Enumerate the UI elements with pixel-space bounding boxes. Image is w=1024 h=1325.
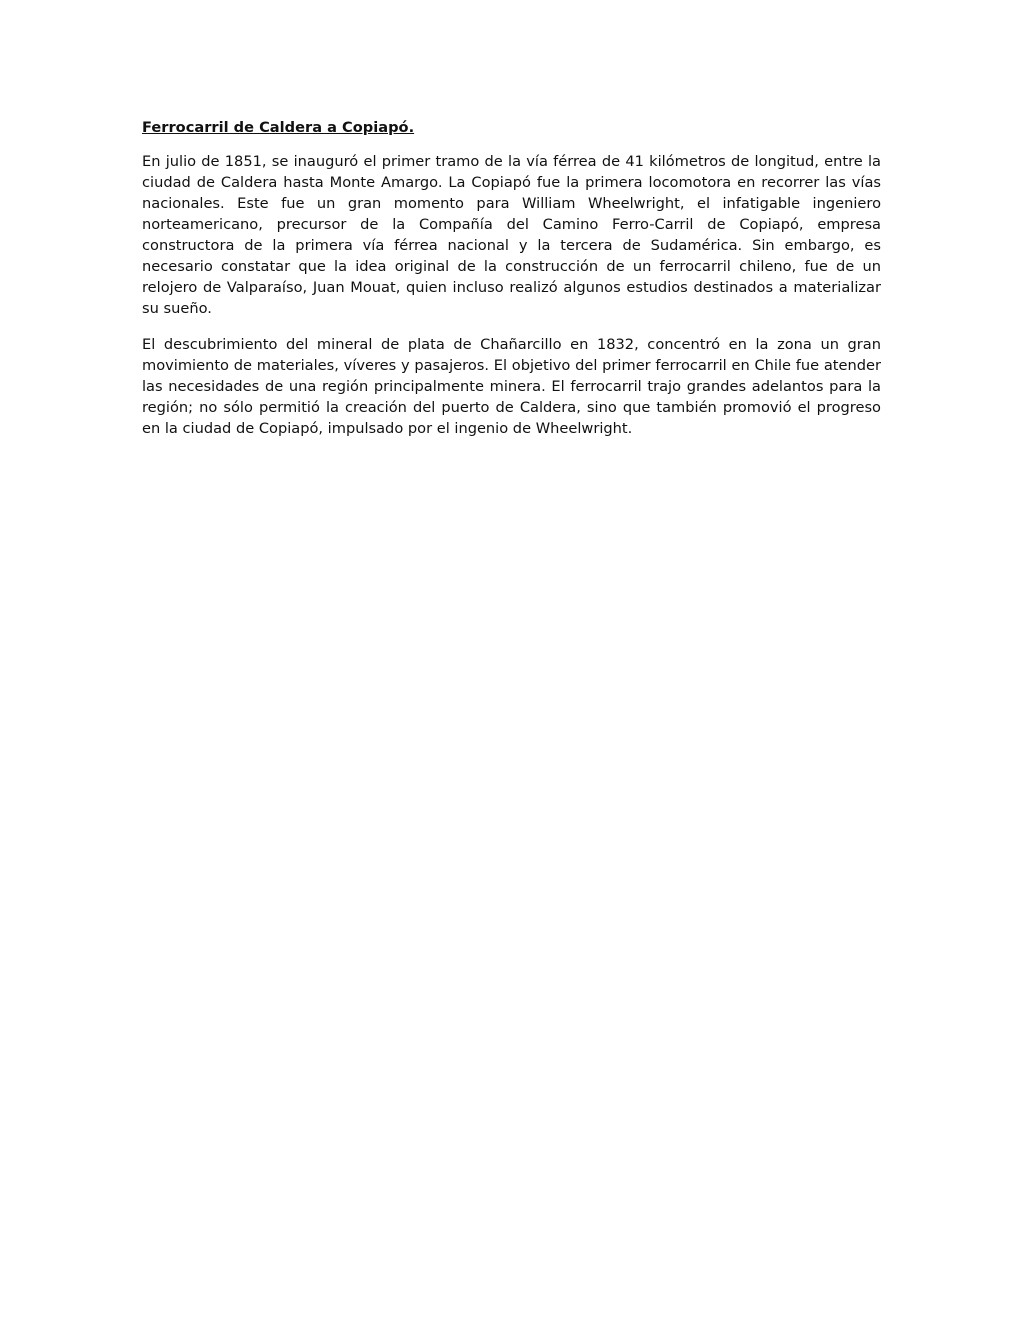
- paragraph-2: El descubrimiento del mineral de plata de Chañarcillo en 1832, concentró en la zona un gran movimiento de materiales, víveres y pasajeros. El objetivo del primer ferrocarril en Chile fue atender las necesidades de una región principalmente minera. El ferrocarril trajo grandes adelantos para la región; no sólo permitió la creación del puerto de Caldera, sino que también promovió el progreso en la ciudad de Copiapó, impulsado por el ingenio de Wheelwright.: [142, 336, 881, 437]
- paragraph-1: En julio de 1851, se inauguró el primer tramo de la vía férrea de 41 kilómetros de longitud, entre la ciudad de Caldera hasta Monte Amargo. La Copiapó fue la primera locomotora en recorrer las vías nacionales. Este fue un gran momento para William Wheelwright, el infatigable ingeniero norteamericano, precursor de la Compañía del Camino Ferro-Carril de Copiapó, empresa constructora de la primera vía férrea nacional y la tercera de Sudamérica. Sin embargo, es necesario constatar que la idea original de la construcción de un ferrocarril chileno, fue de un relojero de Valparaíso, Juan Mouat, quien incluso realizó algunos estudios destinados a materializar su sueño.: [142, 153, 881, 317]
- document-title: Ferrocarril de Caldera a Copiapó.: [142, 119, 415, 136]
- document-body: [142, 117, 881, 454]
